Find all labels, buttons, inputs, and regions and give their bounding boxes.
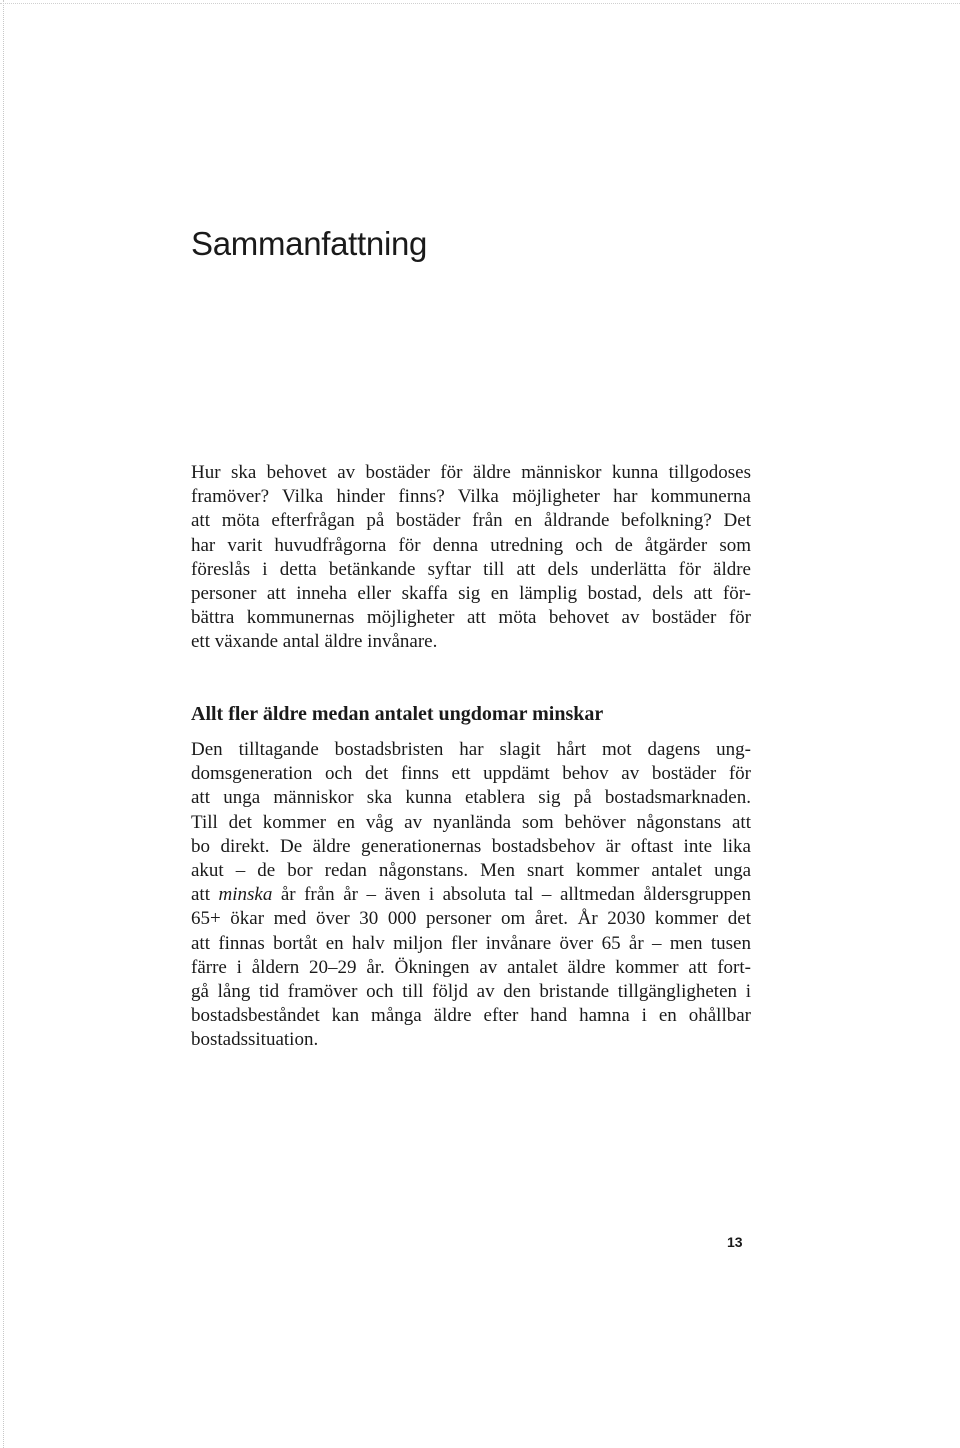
intro-paragraph bbox=[191, 461, 751, 655]
paragraph-line: bo direkt. De äldre generationernas bostadsbehov är oftast inte lika bbox=[191, 835, 751, 857]
page-number: 13 bbox=[727, 1234, 743, 1250]
paragraph-line: bostadssituation. bbox=[191, 1029, 319, 1051]
paragraph-line-with-emphasis bbox=[191, 883, 751, 907]
paragraph-line: gå lång tid framöver och till följd av den bristande tillgängligheten i bbox=[191, 981, 751, 1003]
emphasis-prefix: att bbox=[191, 884, 219, 906]
section-heading: Allt fler äldre medan antalet ungdomar minskar bbox=[191, 703, 604, 725]
paragraph-line: 65+ ökar med över 30 000 personer om året. År 2030 kommer det bbox=[191, 908, 751, 930]
paragraph-line: akut – de bor redan någonstans. Men snart kommer antalet unga bbox=[191, 860, 751, 882]
paragraph-line: att möta efterfrågan på bostäder från en åldrande befolkning? Det bbox=[191, 510, 751, 532]
scan-top-noise bbox=[0, 3, 960, 4]
paragraph-line: Hur ska behovet av bostäder för äldre människor kunna tillgodoses bbox=[191, 462, 751, 483]
paragraph-line: framöver? Vilka hinder finns? Vilka möjligheter har kommunerna bbox=[191, 486, 751, 508]
scan-edge-line bbox=[3, 0, 4, 1448]
paragraph-line: bättra kommunernas möjligheter att möta behovet av bostäder för bbox=[191, 607, 751, 629]
emphasis-word: minska bbox=[218, 884, 273, 906]
paragraph-line: färre i åldern 20–29 år. Ökningen av antalet äldre kommer att fort- bbox=[191, 956, 751, 978]
paragraph-line: har varit huvudfrågorna för denna utredning och de åtgärder som bbox=[191, 534, 751, 556]
paragraph-line: föreslås i detta betänkande syftar till att dels underlätta för äldre bbox=[191, 558, 751, 580]
paragraph-line: att unga människor ska kunna etablera sig på bostadsmarknaden. bbox=[191, 787, 751, 809]
paragraph-line: att finnas bortåt en halv miljon fler invånare över 65 år – men tusen bbox=[191, 932, 751, 954]
paragraph-line: ett växande antal äldre invånare. bbox=[191, 631, 438, 653]
chapter-title: Sammanfattning bbox=[191, 225, 428, 262]
paragraph-line: Den tilltagande bostadsbristen har slagit hårt mot dagens ung- bbox=[191, 739, 751, 760]
section-paragraph bbox=[191, 738, 751, 1053]
paragraph-line: bostadsbeståndet kan många äldre efter hand hamna i en ohållbar bbox=[191, 1005, 751, 1027]
paragraph-line: domsgeneration och det finns ett uppdämt behov av bostäder för bbox=[191, 763, 751, 785]
paragraph-line: Till det kommer en våg av nyanlända som behöver någonstans att bbox=[191, 811, 751, 833]
emphasis-suffix: år från år – även i absoluta tal – alltmedan åldersgruppen bbox=[272, 884, 751, 906]
paragraph-line: personer att inneha eller skaffa sig en lämplig bostad, dels att för- bbox=[191, 583, 751, 605]
